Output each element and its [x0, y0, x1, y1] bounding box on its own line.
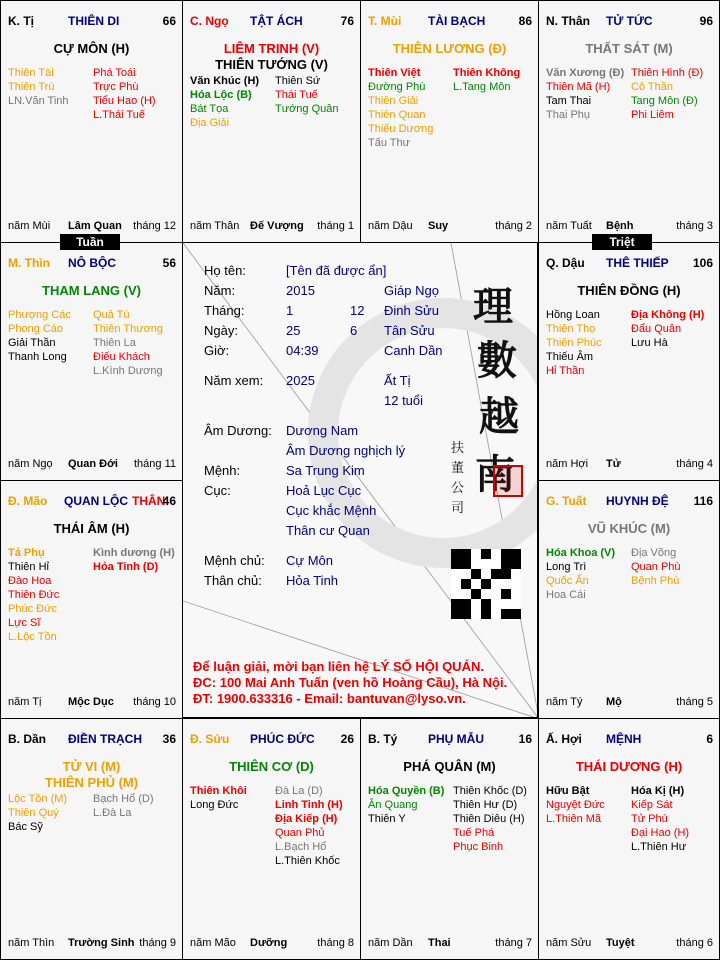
menh-value: Sa Trung Kim [286, 463, 365, 478]
year-label: năm Hợi [546, 458, 589, 470]
menhchu-value: Cự Môn [286, 553, 333, 568]
minor-star: Địa Võng [631, 547, 677, 559]
minor-star: Đẩu Quân [631, 323, 682, 335]
branch-label: B. Dần [8, 732, 47, 746]
minor-star: Hỉ Thần [546, 365, 585, 377]
namxem-value: 2025 [286, 373, 315, 388]
minor-star: Thiên Tài [8, 67, 54, 79]
nam-label: Năm: [204, 283, 236, 298]
palace-name: QUAN LỘC [64, 494, 128, 508]
minor-star: Thiên Sứ [275, 75, 321, 87]
minor-star: L.Thiên Hư [631, 841, 687, 853]
chart-center-info [182, 242, 538, 718]
minor-star: Địa Không (H) [631, 309, 705, 321]
minor-star: L.Thiên Mã [546, 813, 602, 825]
month-label: tháng 6 [676, 937, 713, 949]
minor-star: Tiểu Hao (H) [93, 95, 156, 107]
main-star: THIÊN PHỦ (M) [44, 775, 139, 790]
than-marker: THÂN [132, 494, 166, 508]
minor-star: L.Tang Môn [453, 81, 511, 93]
palace-name: MỆNH [606, 732, 642, 746]
life-phase: Suy [428, 220, 449, 232]
minor-star: Hóa Kị (H) [631, 785, 685, 797]
palace-footer [368, 937, 532, 951]
minor-star: L.Thái Tuế [93, 109, 145, 121]
minor-star: Quốc Ấn [546, 575, 589, 587]
minor-star: Nguyệt Đức [546, 799, 605, 811]
minor-star: Kiếp Sát [631, 799, 673, 811]
palace-footer [546, 696, 713, 710]
amduong-note: Âm Dương nghịch lý [286, 443, 406, 458]
month-label: tháng 12 [133, 220, 176, 232]
minor-star: Lộc Tồn (M) [8, 793, 68, 805]
minor-star: Quả Tú [93, 309, 130, 321]
palace-number: 6 [706, 732, 713, 746]
minor-star: Lưu Hà [631, 337, 668, 349]
branch-label: N. Thân [546, 14, 590, 28]
minor-star: Tuế Phá [453, 827, 495, 839]
ngay-lunar: 6 [350, 323, 358, 338]
minor-star: Địa Giải [190, 117, 230, 129]
life-phase: Đế Vượng [250, 220, 304, 232]
minor-star: Tang Môn (Đ) [631, 95, 698, 107]
minor-star: Đường Phù [368, 81, 426, 93]
minor-star: Đào Hoa [8, 575, 52, 587]
branch-label: Q. Dậu [546, 256, 585, 270]
minor-star: L.Thiên Khốc [275, 855, 340, 867]
main-star: THIÊN ĐỒNG (H) [577, 283, 681, 298]
minor-star: Long Đức [190, 799, 239, 811]
palace-name: NÔ BỘC [68, 256, 116, 270]
month-label: tháng 2 [495, 220, 532, 232]
palace-number: 16 [518, 732, 532, 746]
minor-star: Phượng Các [8, 309, 71, 321]
minor-star: Cô Thần [631, 81, 673, 93]
minor-star: Thiên Thọ [546, 323, 596, 335]
year-label: năm Dần [368, 937, 413, 949]
main-star: THÁI DƯƠNG (H) [575, 759, 683, 774]
minor-star: Phúc Đức [8, 603, 57, 615]
palace-dau [538, 242, 720, 481]
small-calligraphy: 扶 董 公 司 [451, 441, 465, 516]
palace-number: 66 [162, 14, 176, 28]
calligraphy-char-4: 南 [475, 451, 515, 498]
minor-star: Địa Kiếp (H) [275, 813, 338, 825]
minor-star: Đại Hao (H) [631, 827, 690, 839]
gio-value: 04:39 [286, 343, 319, 358]
triet-marker: Triệt [592, 234, 652, 250]
palace-footer [190, 220, 354, 234]
minor-star: Tả Phụ [8, 547, 45, 559]
main-star: THÁI ÂM (H) [53, 521, 130, 536]
menhchu-label: Mệnh chủ: [204, 553, 265, 568]
minor-star: Thiên La [93, 337, 136, 349]
palace-header [8, 256, 176, 272]
calligraphy-char-3: 越 [479, 393, 519, 440]
year-label: năm Thân [190, 220, 240, 232]
palace-number: 26 [340, 732, 354, 746]
minor-star: Thiên Việt [368, 67, 421, 79]
minor-star: Thiên Giải [368, 95, 419, 107]
thang-value: 1 [286, 303, 294, 318]
minor-star: Thiếu Âm [546, 351, 594, 363]
minor-star: Bệnh Phù [631, 575, 680, 587]
minor-star: Thiên Phúc [546, 337, 602, 349]
month-label: tháng 1 [317, 220, 354, 232]
minor-star: Văn Khúc (H) [190, 75, 260, 87]
year-label: năm Thìn [8, 937, 55, 949]
minor-star: Hữu Bật [546, 785, 590, 797]
minor-star: Phi Liêm [631, 109, 674, 121]
minor-star: Tử Phù [631, 813, 668, 825]
palace-number: 46 [162, 494, 176, 508]
cuc-note: Cục khắc Mệnh [286, 503, 377, 518]
palace-thin [0, 242, 183, 481]
minor-star: Quan Phù [631, 561, 681, 573]
life-phase: Thai [428, 937, 451, 949]
age: 12 tuổi [384, 393, 424, 408]
month-label: tháng 10 [133, 696, 176, 708]
amduong-value: Dương Nam [286, 423, 359, 438]
cuc-value: Hoả Lục Cục [286, 483, 362, 498]
thanchu-value: Hỏa Tinh [286, 573, 339, 588]
minor-star: Thiên Quý [8, 807, 59, 819]
branch-label: T. Mùi [368, 14, 402, 28]
year-label: năm Tuất [546, 220, 592, 232]
palace-footer [546, 220, 713, 234]
nam-canchi: Giáp Ngọ [384, 283, 439, 298]
minor-star: LN.Văn Tinh [8, 95, 69, 107]
palace-name: PHỤ MẪU [428, 732, 484, 746]
minor-star: L.Đà La [93, 807, 132, 819]
month-label: tháng 11 [133, 458, 176, 470]
minor-star: Tam Thai [546, 95, 592, 107]
minor-star: Hóa Quyền (B) [368, 785, 445, 797]
life-phase: Dưỡng [250, 937, 288, 949]
palace-footer [190, 937, 354, 951]
palace-name: PHÚC ĐỨC [250, 732, 315, 746]
life-phase: Mộc Dục [68, 696, 114, 708]
main-star: TỬ VI (M) [62, 759, 121, 774]
palace-name: TÀI BẠCH [428, 14, 486, 28]
minor-star: Trực Phù [93, 81, 139, 93]
palace-hoi [538, 718, 720, 960]
palace-number: 36 [162, 732, 176, 746]
main-star: THIÊN LƯƠNG (Đ) [392, 41, 507, 56]
life-phase: Trường Sinh [68, 937, 135, 949]
main-star: VŨ KHÚC (M) [587, 521, 671, 536]
minor-star: Bát Tọa [190, 103, 229, 115]
year-label: năm Mùi [8, 220, 51, 232]
tuan-marker: Tuần [60, 234, 120, 250]
qr-code-icon [451, 549, 521, 619]
palace-header [546, 256, 713, 272]
main-star: THẤT SÁT (M) [585, 41, 673, 56]
month-label: tháng 7 [495, 937, 532, 949]
palace-name: TẬT ÁCH [250, 14, 303, 28]
minor-star: L.Bạch Hổ [275, 841, 327, 853]
minor-star: Thiên Hỉ [8, 561, 49, 573]
month-label: tháng 9 [139, 937, 176, 949]
amduong-label: Âm Dương: [204, 423, 272, 438]
minor-star: Phục Binh [453, 841, 504, 853]
minor-star: Điếu Khách [93, 351, 150, 363]
cuc-label: Cục: [204, 483, 231, 498]
calligraphy-char-2: 數 [477, 337, 517, 384]
minor-star: Thiên Không [453, 67, 521, 79]
thang-label: Tháng: [204, 303, 245, 318]
thang-lunar: 12 [350, 303, 365, 318]
minor-star: Quan Phủ [275, 827, 325, 839]
palace-name: THÊ THIẾP [606, 256, 669, 270]
gio-canchi: Canh Dần [384, 343, 443, 358]
minor-star: L.Lộc Tồn [8, 631, 57, 643]
minor-star: Ân Quang [368, 799, 418, 811]
branch-label: Ấ. Hợi [546, 732, 582, 746]
minor-star: Thiên Thương [93, 323, 164, 335]
palace-footer [8, 937, 176, 951]
seal-stamp [493, 465, 523, 497]
branch-label: C. Ngọ [190, 14, 229, 28]
minor-star: Thiên Đức [8, 589, 60, 601]
minor-star: Bác Sỹ [8, 821, 43, 833]
minor-star: Giải Thần [8, 337, 56, 349]
minor-star: Bạch Hổ (D) [93, 793, 154, 805]
minor-star: Thiếu Dương [368, 123, 434, 135]
palace-header [368, 14, 532, 30]
palace-header [546, 732, 713, 748]
palace-header [8, 14, 176, 30]
life-phase: Tuyệt [606, 937, 635, 949]
year-label: năm Dậu [368, 220, 413, 232]
palace-header [546, 494, 713, 510]
life-phase: Quan Đới [68, 458, 118, 470]
minor-star: Văn Xương (Đ) [546, 67, 625, 79]
main-star: PHÁ QUÂN (M) [403, 759, 496, 774]
calligraphy-char-1: 理 [473, 283, 513, 330]
minor-star: Thiên Trù [8, 81, 55, 93]
palace-name: HUYNH ĐỆ [606, 494, 669, 508]
minor-star: Tướng Quân [275, 103, 339, 115]
minor-star: Thiên Hình (Đ) [631, 67, 704, 79]
branch-label: Đ. Mão [8, 494, 48, 508]
life-phase: Lâm Quan [68, 220, 122, 232]
minor-star: Hóa Khoa (V) [546, 547, 616, 559]
palace-footer [8, 220, 176, 234]
minor-star: Thiên Y [368, 813, 406, 825]
branch-label: G. Tuất [546, 494, 587, 508]
year-label: năm Tị [8, 696, 42, 708]
contact-line-2: ĐC: 100 Mai Anh Tuấn (ven hồ Hoàng Cầu), Hà Nội. [193, 675, 508, 690]
thang-canchi: Đinh Sửu [384, 303, 439, 318]
ngay-label: Ngày: [204, 323, 238, 338]
branch-label: M. Thìn [8, 256, 50, 270]
minor-star: Tấu Thư [368, 137, 411, 149]
year-label: năm Sửu [546, 937, 592, 949]
palace-name: TỬ TỨC [606, 14, 653, 28]
branch-label: K. Tị [8, 14, 34, 28]
thanchu-label: Thân chủ: [204, 573, 262, 588]
gio-label: Giờ: [204, 343, 230, 358]
contact-line-3: ĐT: 1900.633316 - Email: bantuvan@lyso.vn. [193, 691, 466, 706]
minor-star: Hỏa Tinh (D) [93, 561, 159, 573]
palace-footer [8, 458, 176, 472]
contact-line-1: Để luận giải, mời bạn liên hệ LÝ SỐ HỘI QUÁN. [193, 659, 484, 674]
palace-suu [182, 718, 361, 960]
than-cu-note: Thân cư Quan [286, 523, 370, 538]
nam-value: 2015 [286, 283, 315, 298]
palace-header [368, 732, 532, 748]
branch-label: Đ. Sửu [190, 732, 230, 746]
minor-star: Hồng Loan [546, 309, 600, 321]
minor-star: Thiên Mã (H) [546, 81, 611, 93]
life-phase: Tử [606, 458, 621, 470]
minor-star: Thanh Long [8, 351, 67, 363]
month-label: tháng 8 [317, 937, 354, 949]
minor-star: Linh Tinh (H) [275, 799, 343, 811]
namxem-canchi: Ất Tị [384, 373, 411, 388]
palace-number: 76 [340, 14, 354, 28]
minor-star: Đà La (D) [275, 785, 323, 797]
minor-star: Thai Phụ [546, 109, 591, 121]
ngay-canchi: Tân Sửu [384, 323, 435, 338]
main-star: THAM LANG (V) [42, 283, 141, 298]
life-phase: Bệnh [606, 220, 634, 232]
palace-name: ĐIỀN TRẠCH [68, 732, 142, 746]
minor-star: Thiên Quan [368, 109, 426, 121]
main-star: THIÊN CƠ (D) [229, 759, 314, 774]
ngay-value: 25 [286, 323, 301, 338]
month-label: tháng 3 [676, 220, 713, 232]
year-label: năm Tý [546, 696, 583, 708]
palace-number: 86 [518, 14, 532, 28]
minor-star: Lực Sĩ [8, 617, 41, 629]
palace-footer [546, 937, 713, 951]
palace-header [546, 14, 713, 30]
year-label: năm Ngọ [8, 458, 53, 470]
hoten-value: [Tên đã được ẩn] [286, 263, 387, 278]
palace-ty [0, 0, 183, 243]
palace-header [190, 732, 354, 748]
minor-star: Thiên Khốc (D) [453, 785, 527, 797]
hoten-label: Họ tên: [204, 263, 246, 278]
palace-name: THIÊN DI [68, 14, 120, 28]
palace-number: 96 [699, 14, 713, 28]
palace-number: 56 [162, 256, 176, 270]
palace-mui [360, 0, 539, 243]
palace-ngo [182, 0, 361, 243]
palace-ti [360, 718, 539, 960]
minor-star: Hóa Lộc (B) [190, 89, 252, 101]
palace-dan [0, 718, 183, 960]
minor-star: Thái Tuế [275, 89, 318, 101]
minor-star: L.Kình Dương [93, 365, 163, 377]
palace-tuat [538, 480, 720, 719]
namxem-label: Năm xem: [204, 373, 264, 388]
minor-star: Long Trì [546, 561, 587, 573]
palace-number: 116 [693, 494, 713, 508]
menh-label: Mệnh: [204, 463, 241, 478]
palace-header [8, 732, 176, 748]
minor-star: Hoa Cái [546, 589, 586, 601]
palace-footer [8, 696, 176, 710]
palace-header [190, 14, 354, 30]
main-star: LIÊM TRINH (V) [223, 41, 320, 56]
palace-footer [368, 220, 532, 234]
palace-number: 106 [692, 256, 713, 270]
branch-label: B. Tý [368, 732, 398, 746]
palace-mao [0, 480, 183, 719]
minor-star: Thiên Khôi [190, 785, 247, 797]
minor-star: Phong Cáo [8, 323, 64, 335]
main-star: THIÊN TƯỚNG (V) [215, 57, 328, 72]
minor-star: Thiên Diêu (H) [453, 813, 525, 825]
minor-star: Thiên Hư (D) [453, 799, 518, 811]
minor-star: Phá Toái [93, 67, 136, 79]
palace-than [538, 0, 720, 243]
year-label: năm Mão [190, 937, 236, 949]
month-label: tháng 5 [676, 696, 713, 708]
palace-header [8, 494, 176, 510]
month-label: tháng 4 [676, 458, 713, 470]
main-star: CỰ MÔN (H) [53, 41, 130, 56]
life-phase: Mộ [606, 696, 622, 708]
minor-star: Kình dương (H) [93, 547, 175, 559]
palace-footer [546, 458, 713, 472]
